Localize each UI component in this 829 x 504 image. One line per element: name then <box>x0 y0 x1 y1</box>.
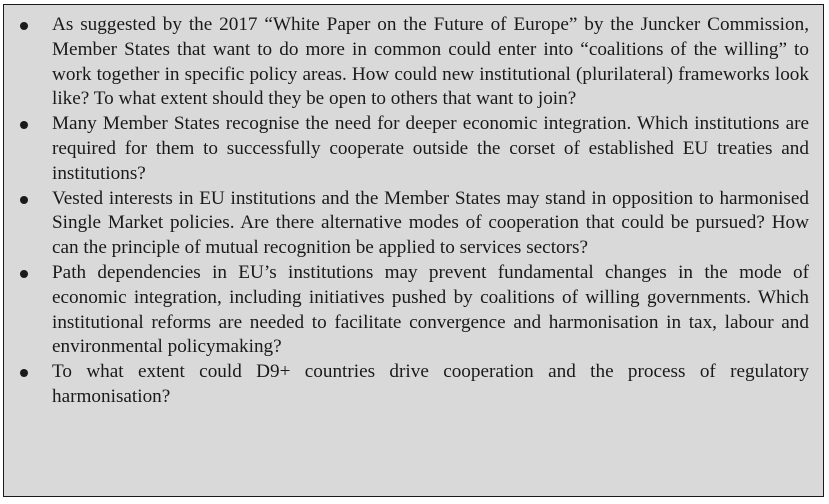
list-item-text: Vested interests in EU institutions and the Member States may stand in opposition to harmonised Single Market policies. Are there alternative modes of cooperation that could be pursued? How can the principle of mutual recognition be applied to services sectors? <box>52 187 809 259</box>
list-item <box>18 13 809 112</box>
list-item <box>18 112 809 186</box>
list-item-text: To what extent could D9+ countries drive cooperation and the process of regulatory harmonisation? <box>52 361 809 407</box>
list-item-text: Path dependencies in EU’s institutions may prevent fundamental changes in the mode of economic integration, including initiatives pushed by coalitions of willing governments. Which institutional reforms are needed to facilitate convergence and harmonisation in tax, labour and environmental policymaking? <box>52 261 809 358</box>
bullet-list <box>18 13 809 410</box>
list-item <box>18 187 809 261</box>
bullet-icon <box>20 196 28 204</box>
list-item <box>18 261 809 360</box>
bullet-icon <box>20 369 28 377</box>
list-item-text: Many Member States recognise the need for deeper economic integration. Which institutions are required for them to successfully cooperate outside the corset of established EU treaties and institutions? <box>52 113 809 184</box>
questions-box <box>3 4 824 497</box>
list-item <box>18 360 809 410</box>
bullet-icon <box>20 22 28 30</box>
bullet-icon <box>20 270 28 278</box>
list-item-text: As suggested by the 2017 “White Paper on the Future of Europe” by the Juncker Commission, Member States that want to do more in common could enter into “coalitions of the willing” to work together in specific policy areas. How could new institutional (plurilateral) frameworks look like? To what extent should they be open to others that want to join? <box>52 14 809 110</box>
bullet-icon <box>20 121 28 129</box>
